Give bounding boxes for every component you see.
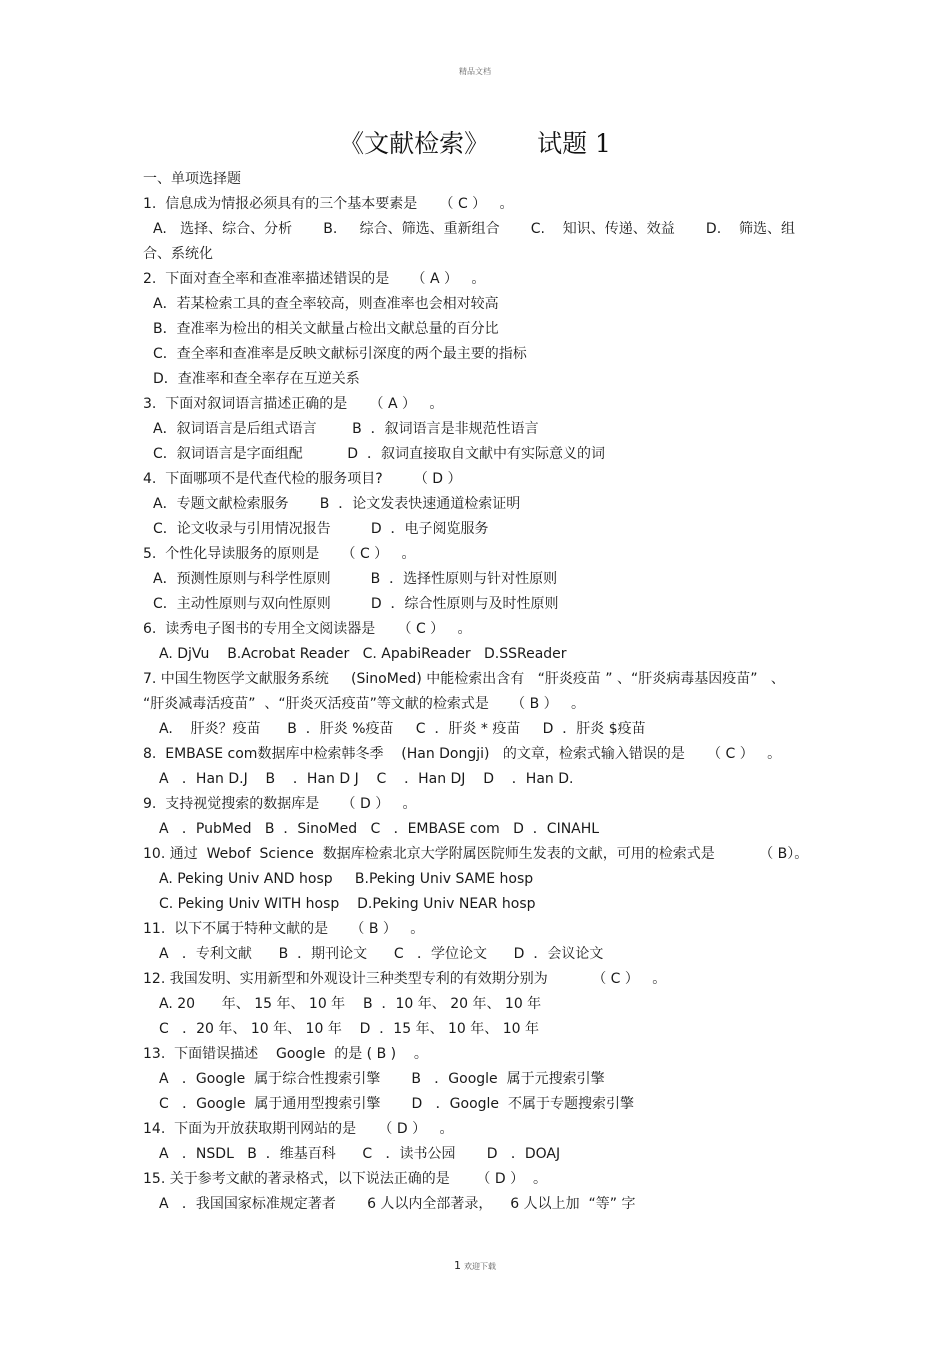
text-line: C．论文收录与引用情况报告 D ．电子阅览服务 bbox=[153, 521, 489, 537]
text-line: B．查准率为检出的相关文献量占检出文献总量的百分比 bbox=[153, 321, 499, 337]
text-line: 15. 关于参考文献的著录格式，以下说法正确的是 （ D ） 。 bbox=[143, 1171, 547, 1187]
text-line: A．若某检索工具的查全率较高，则查准率也会相对较高 bbox=[153, 296, 499, 312]
question-list bbox=[143, 167, 843, 1217]
text-line: 11. 以下不属于特种文献的是 （ B ） 。 bbox=[143, 921, 425, 937]
text-line: 5. 个性化导读服务的原则是 （ C ） 。 bbox=[143, 546, 416, 562]
text-line: 8. EMBASE com数据库中检索韩冬季 (Han Dongji) 的文章，检索式输入错误的是 （ C ） 。 bbox=[143, 746, 782, 762]
text-line: A. 20 年、 15 年、 10 年 B ．10 年、 20 年、 10 年 bbox=[159, 996, 542, 1012]
text-line: 9. 支持视觉搜索的数据库是 （ D ） 。 bbox=[143, 796, 417, 812]
text-line: A ．Google 属于综合性搜索引擎 B ．Google 属于元搜索引擎 bbox=[159, 1071, 605, 1087]
text-line: A．叙词语言是后组式语言 B ．叙词语言是非规范性语言 bbox=[153, 421, 539, 437]
text-line: 12. 我国发明、实用新型和外观设计三种类型专利的有效期分别为 （ C ） 。 bbox=[143, 971, 667, 987]
text-line: A ．专利文献 B ．期刊论文 C ．学位论文 D ．会议论文 bbox=[159, 946, 604, 962]
text-line: 6. 读秀电子图书的专用全文阅读器是 （ C ） 。 bbox=[143, 621, 472, 637]
text-line: 10. 通过 Webof Science 数据库检索北京大学附属医院师生发表的文献，可用的检索式是 （ B）。 bbox=[143, 846, 809, 862]
text-line: 合、系统化 bbox=[143, 246, 213, 262]
text-line: 13. 下面错误描述 Google 的是 ( B ) 。 bbox=[143, 1046, 428, 1062]
footer-text: 欢迎下载 bbox=[464, 1262, 496, 1271]
text-line: A. Peking Univ AND hosp B.Peking Univ SAME hosp bbox=[159, 871, 534, 887]
text-line: C. Peking Univ WITH hosp D.Peking Univ NEAR hosp bbox=[159, 896, 536, 912]
text-line: 一、单项选择题 bbox=[143, 171, 241, 187]
document-title bbox=[0, 124, 950, 160]
text-line: D．查准率和查全率存在互逆关系 bbox=[153, 371, 360, 387]
text-line: C ．20 年、 10 年、 10 年 D ．15 年、 10 年、 10 年 bbox=[159, 1021, 539, 1037]
title-main: 《文献检索》 bbox=[339, 129, 490, 158]
text-line: A ．PubMed B ．SinoMed C ．EMBASE com D ．CINAHL bbox=[159, 821, 600, 837]
text-line: A. 选择、综合、分析 B. 综合、筛选、重新组合 C. 知识、传递、效益 D. 筛选、组 bbox=[153, 221, 795, 237]
text-line: C．查全率和查准率是反映文献标引深度的两个最主要的指标 bbox=[153, 346, 527, 362]
page-header: 精品文档 bbox=[459, 67, 491, 76]
text-line: 2. 下面对查全率和查准率描述错误的是 （ A ） 。 bbox=[143, 271, 486, 287]
text-line: A. DjVu B.Acrobat Reader C. ApabiReader D.SSReader bbox=[159, 646, 567, 662]
text-line: A．专题文献检索服务 B ．论文发表快速通道检索证明 bbox=[153, 496, 521, 512]
title-sub: 试题 1 bbox=[537, 129, 611, 158]
text-line: A ．Han D.J B ．Han D J C ．Han DJ D ．Han D. bbox=[159, 771, 574, 787]
text-line: 3. 下面对叙词语言描述正确的是 （ A ） 。 bbox=[143, 396, 444, 412]
text-line: C．主动性原则与双向性原则 D ．综合性原则与及时性原则 bbox=[153, 596, 559, 612]
text-line: A. 肝炎？疫苗 B ．肝炎 %疫苗 C ．肝炎 * 疫苗 D ．肝炎 $疫苗 bbox=[159, 721, 646, 737]
page-number: 1 bbox=[454, 1259, 461, 1272]
text-line: 1. 信息成为情报必须具有的三个基本要素是 （ C ） 。 bbox=[143, 196, 514, 212]
text-line: 14. 下面为开放获取期刊网站的是 （ D ） 。 bbox=[143, 1121, 454, 1137]
text-line: A ．我国国家标准规定著者 6 人以内全部著录， 6 人以上加 “等” 字 bbox=[159, 1196, 636, 1212]
text-line: A．预测性原则与科学性原则 B ．选择性原则与针对性原则 bbox=[153, 571, 558, 587]
page-footer bbox=[0, 1259, 950, 1272]
text-line: C ．Google 属于通用型搜索引擎 D ．Google 不属于专题搜索引擎 bbox=[159, 1096, 634, 1112]
text-line: 7. 中国生物医学文献服务系统 (SinoMed) 中能检索出含有 “肝炎疫苗 ” 、“肝炎病毒基因疫苗” 、 bbox=[143, 671, 785, 687]
text-line: A ．NSDL B ．维基百科 C ．读书公园 D ．DOAJ bbox=[159, 1146, 561, 1162]
text-line: 4. 下面哪项不是代查代检的服务项目? （ D ） bbox=[143, 471, 462, 487]
text-line: C．叙词语言是字面组配 D ．叙词直接取自文献中有实际意义的词 bbox=[153, 446, 605, 462]
text-line: “肝炎减毒活疫苗” 、“肝炎灭活疫苗”等文献的检索式是 （ B ） 。 bbox=[143, 696, 586, 712]
